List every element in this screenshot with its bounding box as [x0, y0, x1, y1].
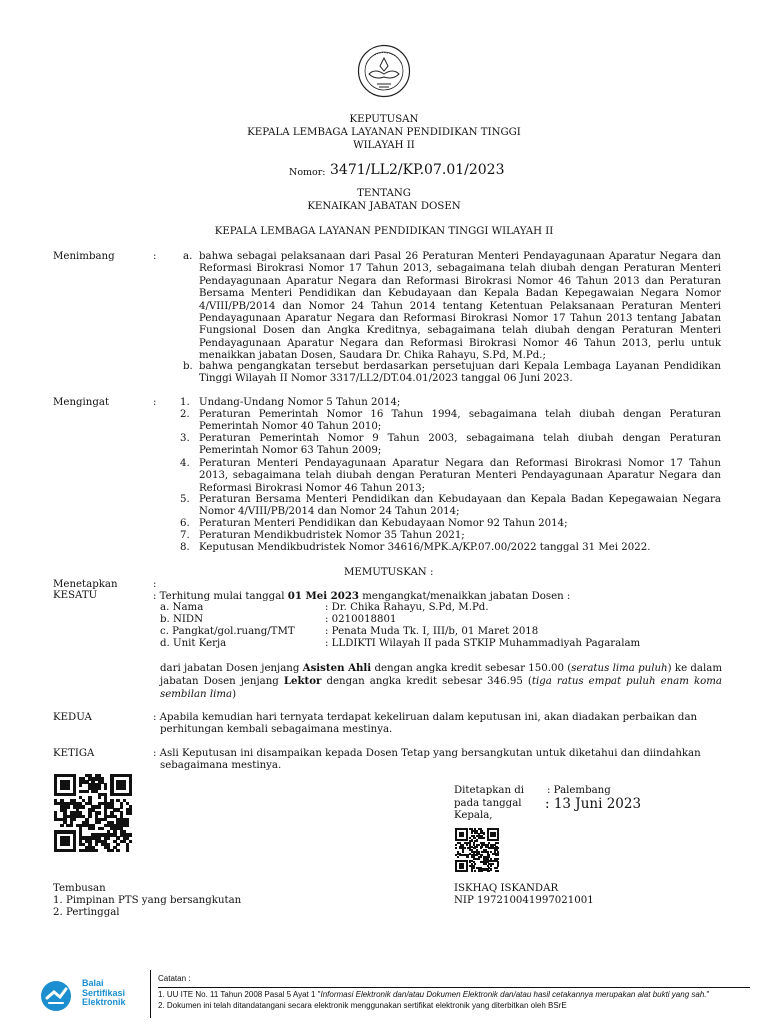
mengingat-marker-3: 3.: [180, 433, 190, 444]
qr-module: [101, 827, 104, 830]
qr-module: [85, 790, 88, 793]
tembusan-item-1: 1. Pimpinan PTS yang bersangkutan: [53, 895, 242, 906]
qr-module: [104, 786, 107, 789]
field-unit-kerja-label: d. Unit Kerja: [160, 638, 227, 649]
qr-module: [480, 847, 482, 849]
mengingat-item-2: Peraturan Pemerintah Nomor 16 Tahun 1994, sebagaimana telah diubah dengan Peraturan Pemerintah Nomor 40 Tahun 2010;: [199, 409, 721, 433]
subject-title: KENAIKAN JABATAN DOSEN: [307, 201, 461, 212]
kedua-label: KEDUA: [53, 712, 92, 723]
qr-module: [497, 854, 499, 856]
catatan-note-2: 2. Dokumen ini telah ditandatangani secara elektronik menggunakan sertifikat elektronik yang diterbitkan oleh BSrE: [158, 1001, 567, 1010]
footer-divider: [150, 970, 151, 1018]
ditetapkan-label: Ditetapkan di: [454, 785, 525, 796]
mengingat-item-4: Peraturan Menteri Pendayagunaan Aparatur Negara dan Reformasi Birokrasi Nomor 17 Tahun 2013, sebagaimana telah diubah dengan Peraturan Menteri Pendayagunaan Aparatur Negara dan Reformasi Birokrasi Nomor 46 Tahun 2013;: [199, 458, 721, 494]
qr-module: [107, 836, 110, 839]
signature-qr-code: [455, 828, 499, 872]
field-nama-label: a. Nama: [160, 602, 204, 613]
qr-module: [60, 824, 63, 827]
mengingat-item-5: Peraturan Bersama Menteri Pendidikan dan Kebudayaan dan Kepala Badan Kepegawaian Negara Nomor 4/VIII/PB/2014 dan Nomor 24 Tahun 2014;: [199, 494, 721, 518]
qr-module: [471, 832, 473, 834]
field-pangkat-value: : Penata Muda Tk. I, III/b, 01 Maret 2018: [325, 626, 539, 637]
qr-module: [481, 846, 483, 848]
menimbang-marker-b: b.: [183, 361, 193, 372]
qr-module: [497, 839, 499, 841]
qr-module: [98, 786, 101, 789]
nomor-label: Nomor:: [289, 167, 326, 178]
qr-module: [98, 821, 101, 824]
qr-module: [494, 835, 496, 837]
qr-module: [473, 867, 475, 869]
qr-module: [497, 847, 499, 849]
bsre-logo-line1: Balai: [82, 978, 104, 988]
qr-module: [495, 867, 497, 869]
tentang-label: TENTANG: [357, 188, 411, 199]
mengingat-item-6: Peraturan Menteri Pendidikan dan Kebudayaan Nomor 92 Tahun 2014;: [199, 518, 568, 529]
qr-module: [497, 842, 499, 844]
menimbang-colon: :: [153, 251, 157, 262]
qr-module: [73, 818, 76, 821]
qr-module: [474, 870, 476, 872]
tut-wuri-handayani-logo: [357, 44, 411, 98]
authority-title: KEPALA LEMBAGA LAYANAN PENDIDIKAN TINGGI WILAYAH II: [214, 226, 554, 237]
qr-module: [91, 827, 94, 830]
qr-module: [95, 843, 98, 846]
memutuskan-heading: MEMUTUSKAN :: [344, 567, 434, 578]
mengingat-marker-6: 6.: [180, 518, 190, 529]
qr-module: [129, 793, 132, 796]
bsre-logo-line3: Elektronik: [82, 997, 126, 1007]
qr-module: [483, 833, 485, 835]
qr-module: [455, 844, 457, 846]
qr-module: [462, 835, 464, 837]
qr-code: [54, 774, 132, 852]
qr-module: [457, 856, 459, 858]
qr-module: [110, 849, 113, 852]
mengingat-marker-4: 4.: [180, 458, 190, 469]
qr-module: [95, 849, 98, 852]
qr-module: [476, 846, 478, 848]
qr-module: [70, 824, 73, 827]
bsre-logo: [38, 976, 143, 1016]
catatan-rule: [158, 987, 750, 988]
issuer-region: WILAYAH II: [353, 140, 415, 151]
kesatu-label: KESATU: [53, 590, 98, 601]
qr-module: [82, 805, 85, 808]
field-pangkat-label: c. Pangkat/gol.ruang/TMT: [160, 626, 295, 637]
kedua-text: : Apabila kemudian hari ternyata terdapat kekeliruan dalam keputusan ini, akan diadakan perbaikan dan perhitungan kembali sebagaimana mestinya.: [153, 712, 698, 736]
ketiga-label: KETIGA: [53, 748, 95, 759]
qr-module: [462, 851, 464, 853]
mengingat-item-3: Peraturan Pemerintah Nomor 9 Tahun 2003, sebagaimana telah diubah dengan Peraturan Pemerintah Nomor 63 Tahun 2009;: [199, 433, 721, 457]
tembusan-title: Tembusan: [53, 883, 106, 894]
tanggal-value: : 13 Juni 2023: [545, 796, 642, 812]
qr-module: [466, 839, 468, 841]
qr-module: [490, 868, 492, 870]
qr-module: [88, 815, 91, 818]
qr-module: [129, 833, 132, 836]
qr-module: [466, 844, 468, 846]
qr-module: [480, 856, 482, 858]
qr-module: [98, 796, 101, 799]
field-unit-kerja-value: : LLDIKTI Wilayah II pada STKIP Muhammadiyah Pagaralam: [325, 638, 641, 649]
qr-module: [497, 865, 499, 867]
menimbang-item-b: bahwa pengangkatan tersebut berdasarkan persetujuan dari Kepala Lembaga Layanan Pendidikan Tinggi Wilayah II Nomor 3317/LL2/DT.04.01/2023 tanggal 06 Juni 2023.: [199, 361, 721, 385]
qr-module: [455, 847, 457, 849]
menimbang-item-a: bahwa sebagai pelaksanaan dari Pasal 26 Peraturan Menteri Pendayagunaan Aparatur Negara dan Reformasi Birokrasi Nomor 17 Tahun 2013, sebagaimana telah diubah dengan Peraturan Menteri Pendayagunaan Aparatur Negara dan Reformasi Birokrasi Nomor 46 Tahun 2013 dan Peraturan Bersama Menteri Pendidikan dan Kebudayaan dan Kepala Badan Kepegawaian Negara Nomor 4/VIII/PB/2014 dan Nomor 24 Tahun 2014 tentang Ketentuan Pelaksanaan Peraturan Menteri Pendayagunaan Aparatur Negara dan Reformasi Birokrasi Nomor 17 Tahun 2013 tentang Jabatan Fungsional Dosen dan Angka Kreditnya, sebagaimana telah diubah dengan Peraturan Menteri Pendayagunaan Aparatur Negara dan Reformasi Birokrasi Nomor 46 Tahun 2013, perlu untuk menaikkan jabatan Dosen, Saudara Dr. Chika Rahayu, S.Pd, M.Pd.;: [199, 251, 721, 362]
catatan-label: Catatan :: [158, 974, 191, 983]
kesatu-lead: : Terhitung mulai tanggal 01 Mei 2023 mengangkat/menaikkan jabatan Dosen :: [153, 590, 571, 602]
qr-module: [129, 811, 132, 814]
field-nama-value: : Dr. Chika Rahayu, S.Pd, M.Pd.: [325, 602, 489, 613]
qr-module: [79, 783, 82, 786]
qr-module: [126, 849, 129, 852]
issuer-title: KEPALA LEMBAGA LAYANAN PENDIDIKAN TINGGI: [247, 127, 521, 138]
qr-module: [129, 840, 132, 843]
qr-module: [66, 805, 69, 808]
mengingat-label: Mengingat: [53, 397, 110, 408]
menimbang-marker-a: a.: [183, 251, 193, 262]
mengingat-marker-1: 1.: [180, 397, 190, 408]
catatan-note-1: 1. UU ITE No. 11 Tahun 2008 Pasal 5 Ayat 1 "Informasi Elektronik dan/atau Dokumen Elektronik dan/atau hasil cetakannya merupakan alat bukti yang sah.": [158, 990, 710, 999]
qr-module: [490, 865, 492, 867]
field-nidn-value: : 0210018801: [325, 614, 397, 625]
qr-module: [73, 793, 76, 796]
tanggal-label: pada tanggal: [454, 798, 522, 809]
qr-module: [120, 805, 123, 808]
qr-module: [497, 870, 499, 872]
mengingat-item-8: Keputusan Mendikbudristek Nomor 34616/MPK.A/KP.07.00/2022 tanggal 31 Mei 2022.: [199, 542, 651, 553]
qr-module: [126, 824, 129, 827]
qr-module: [98, 805, 101, 808]
menetapkan-label: Menetapkan: [53, 579, 118, 590]
qr-module: [488, 870, 490, 872]
qr-module: [471, 870, 473, 872]
mengingat-marker-7: 7.: [180, 530, 190, 541]
mengingat-colon: :: [153, 397, 157, 408]
mengingat-marker-5: 5.: [180, 494, 190, 505]
kesatu-paragraph: dari jabatan Dosen jenjang Asisten Ahli dengan angka kredit sebesar 150.00 (seratus lima puluh) ke dalam jabatan Dosen jenjang Lektor dengan angka kredit sebesar 346.95 (tiga ratus empat puluh enam koma sembilan lima): [160, 662, 722, 700]
qr-module: [116, 843, 119, 846]
signatory-name: ISKHAQ ISKANDAR: [454, 883, 559, 894]
qr-module: [66, 786, 69, 789]
field-nidn-label: b. NIDN: [160, 614, 204, 625]
mengingat-marker-2: 2.: [180, 409, 190, 420]
tembusan-item-2: 2. Pertinggal: [53, 907, 120, 918]
qr-module: [497, 858, 499, 860]
mengingat-item-1: Undang-Undang Nomor 5 Tahun 2014;: [199, 397, 401, 408]
ketiga-text: : Asli Keputusan ini disampaikan kepada Dosen Tetap yang bersangkutan untuk diketahui dan diindahkan sebagaimana mestinya.: [153, 748, 701, 772]
mengingat-marker-8: 8.: [180, 542, 190, 553]
qr-module: [492, 863, 494, 865]
document-number: 3471/LL2/KP.07.01/2023: [330, 162, 505, 178]
mengingat-item-7: Peraturan Mendikbudristek Nomor 35 Tahun 2021;: [199, 530, 465, 541]
qr-module: [483, 837, 485, 839]
qr-module: [476, 840, 478, 842]
bsre-logo-line2: Sertifikasi: [82, 987, 126, 998]
qr-module: [481, 870, 483, 872]
qr-module: [466, 870, 468, 872]
menimbang-label: Menimbang: [53, 251, 115, 262]
qr-module: [462, 867, 464, 869]
qr-module: [123, 786, 126, 789]
qr-module: [478, 858, 480, 860]
qr-module: [66, 843, 69, 846]
ditetapkan-value: : Palembang: [547, 785, 611, 796]
menetapkan-colon: :: [153, 579, 157, 590]
qr-module: [98, 811, 101, 814]
qr-module: [73, 849, 76, 852]
qr-module: [116, 849, 119, 852]
qr-module: [474, 863, 476, 865]
kepala-label: Kepala,: [454, 810, 493, 821]
qr-module: [467, 856, 469, 858]
document-type: KEPUTUSAN: [349, 114, 419, 125]
signatory-nip: NIP 197210041997021001: [454, 895, 594, 906]
qr-module: [464, 847, 466, 849]
